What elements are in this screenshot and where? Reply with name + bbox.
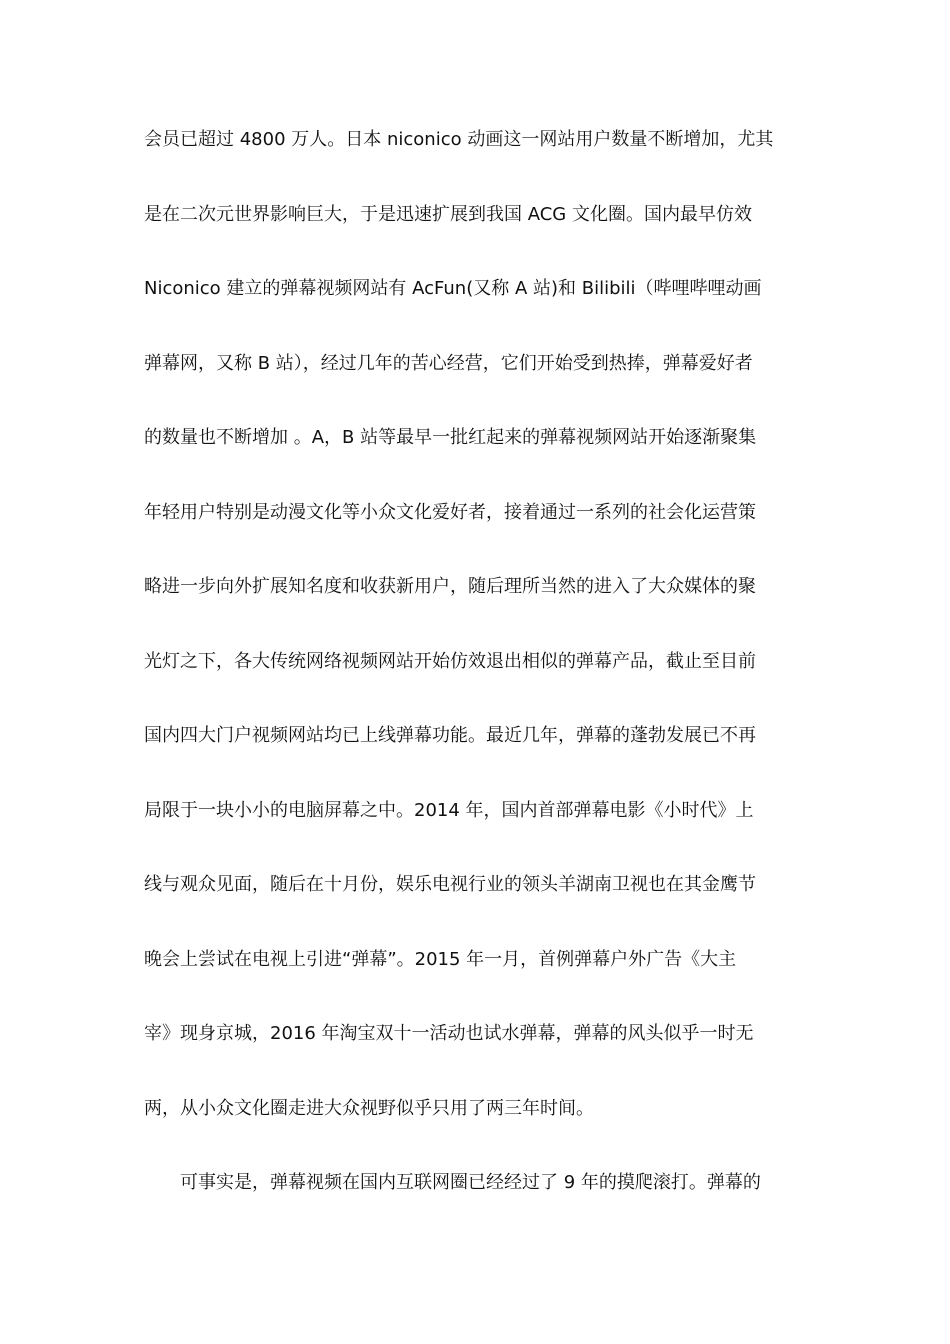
paragraph-line: 年轻用户特别是动漫文化等小众文化爱好者，接着通过一系列的社会化运营策: [144, 501, 756, 523]
paragraph-line: 宰》现身京城，2016 年淘宝双十一活动也试水弹幕，弹幕的风头似乎一时无: [144, 1023, 754, 1044]
paragraph-line: 是在二次元世界影响巨大，于是迅速扩展到我国 ACG 文化圈。国内最早仿效: [144, 203, 752, 225]
paragraph-line: 线与观众见面，随后在十月份，娱乐电视行业的领头羊湖南卫视也在其金鹰节: [144, 874, 756, 895]
paragraph-line: 两，从小众文化圈走进大众视野似乎只用了两三年时间。: [144, 1097, 594, 1119]
paragraph-line: 晚会上尝试在电视上引进“弹幕”。2015 年一月，首例弹幕户外广告《大主: [144, 948, 737, 970]
paragraph-line: Niconico 建立的弹幕视频网站有 AcFun(又称 A 站)和 Bilibili（哔哩哔哩动画: [144, 278, 762, 299]
paragraph-2: [144, 1163, 814, 1238]
paragraph-line: 光灯之下，各大传统网络视频网站开始仿效退出相似的弹幕产品，截止至目前: [144, 650, 756, 672]
paragraph-line: 的数量也不断增加 。A，B 站等最早一批红起来的弹幕视频网站开始逐渐聚集: [144, 427, 757, 448]
paragraph-line: 国内四大门户视频网站均已上线弹幕功能。最近几年，弹幕的蓬勃发展已不再: [144, 725, 756, 746]
paragraph-line: 局限于一块小小的电脑屏幕之中。2014 年，国内首部弹幕电影《小时代》上: [144, 799, 754, 821]
paragraph-line: 可事实是，弹幕视频在国内互联网圈已经经过了 9 年的摸爬滚打。弹幕的: [180, 1172, 761, 1193]
paragraph-line: 会员已超过 4800 万人。日本 niconico 动画这一网站用户数量不断增加，尤其: [144, 129, 774, 150]
paragraph-line: 略进一步向外扩展知名度和收获新用户，随后理所当然的进入了大众媒体的聚: [144, 576, 756, 597]
body-text: [144, 120, 814, 1238]
paragraph-1: [144, 120, 814, 1163]
paragraph-line: 弹幕网，又称 B 站），经过几年的苦心经营，它们开始受到热捧，弹幕爱好者: [144, 352, 753, 374]
